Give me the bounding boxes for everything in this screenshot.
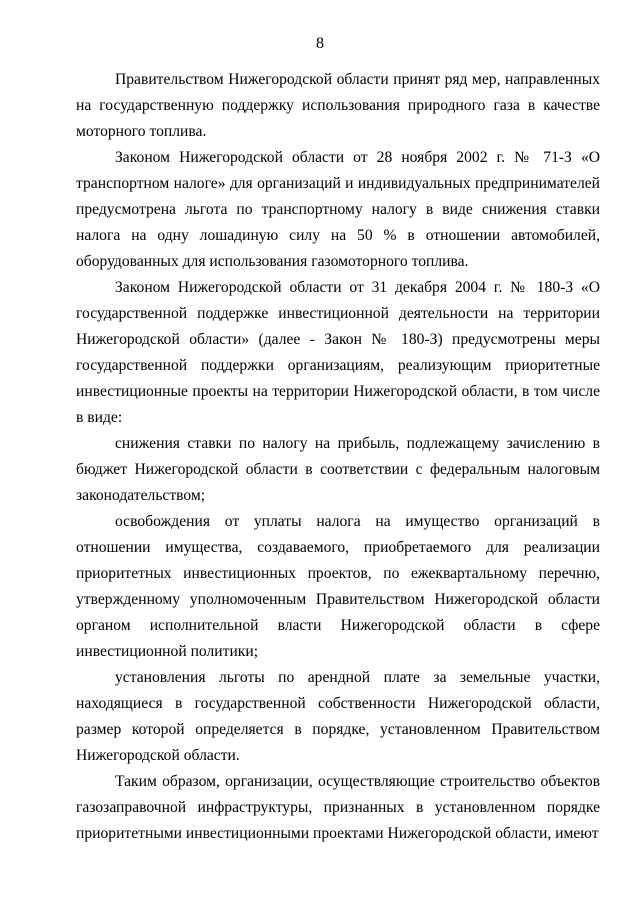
paragraph-property-tax-exemption: освобождения от уплаты налога на имущество организаций в отношении имущества, создаваемого, приобретаемого для реализации приоритетных инвестиционных проектов, по ежеквартальному перечню, утвержденному уполномоченным Правительством Нижегородской области органом исполнительной власти Нижегородской области в сфере инвестиционной политики; (76, 513, 600, 660)
paragraph-gas-support-intro: Правительством Нижегородской области принят ряд мер, направленных на государственную поддержку использования природного газа в качестве моторного топлива. (76, 71, 600, 140)
paragraph-conclusion: Таким образом, организации, осуществляющие строительство объектов газозаправочной инфраструктуры, признанных в установленном порядке приоритетными инвестиционными проектами Нижегородской области, имеют (76, 773, 600, 842)
document-body (76, 67, 600, 847)
paragraph-profit-tax-reduction: снижения ставки по налогу на прибыль, подлежащему зачислению в бюджет Нижегородской области в соответствии с федеральным налоговым законодательством; (76, 435, 600, 504)
page-number: 8 (316, 35, 324, 52)
paragraph-investment-law: Законом Нижегородской области от 31 декабря 2004 г. № 180-З «О государственной поддержке инвестиционной деятельности на территории Нижегородской области» (далее - Закон № 180-З) предусмотрены меры государственной поддержки организациям, реализующим приоритетные инвестиционные проекты на территории Нижегородской области, в том числе в виде: (76, 279, 600, 426)
paragraph-transport-tax-law: Законом Нижегородской области от 28 ноября 2002 г. № 71-З «О транспортном налоге» для организаций и индивидуальных предпринимателей предусмотрена льгота по транспортному налогу в виде снижения ставки налога на одну лошадиную силу на 50 % в отношении автомобилей, оборудованных для использования газомоторного топлива. (76, 149, 600, 270)
paragraph-land-rent-benefit: установления льготы по арендной плате за земельные участки, находящиеся в государственной собственности Нижегородской области, размер которой определяется в порядке, установленном Правительством Нижегородской области. (76, 669, 600, 764)
